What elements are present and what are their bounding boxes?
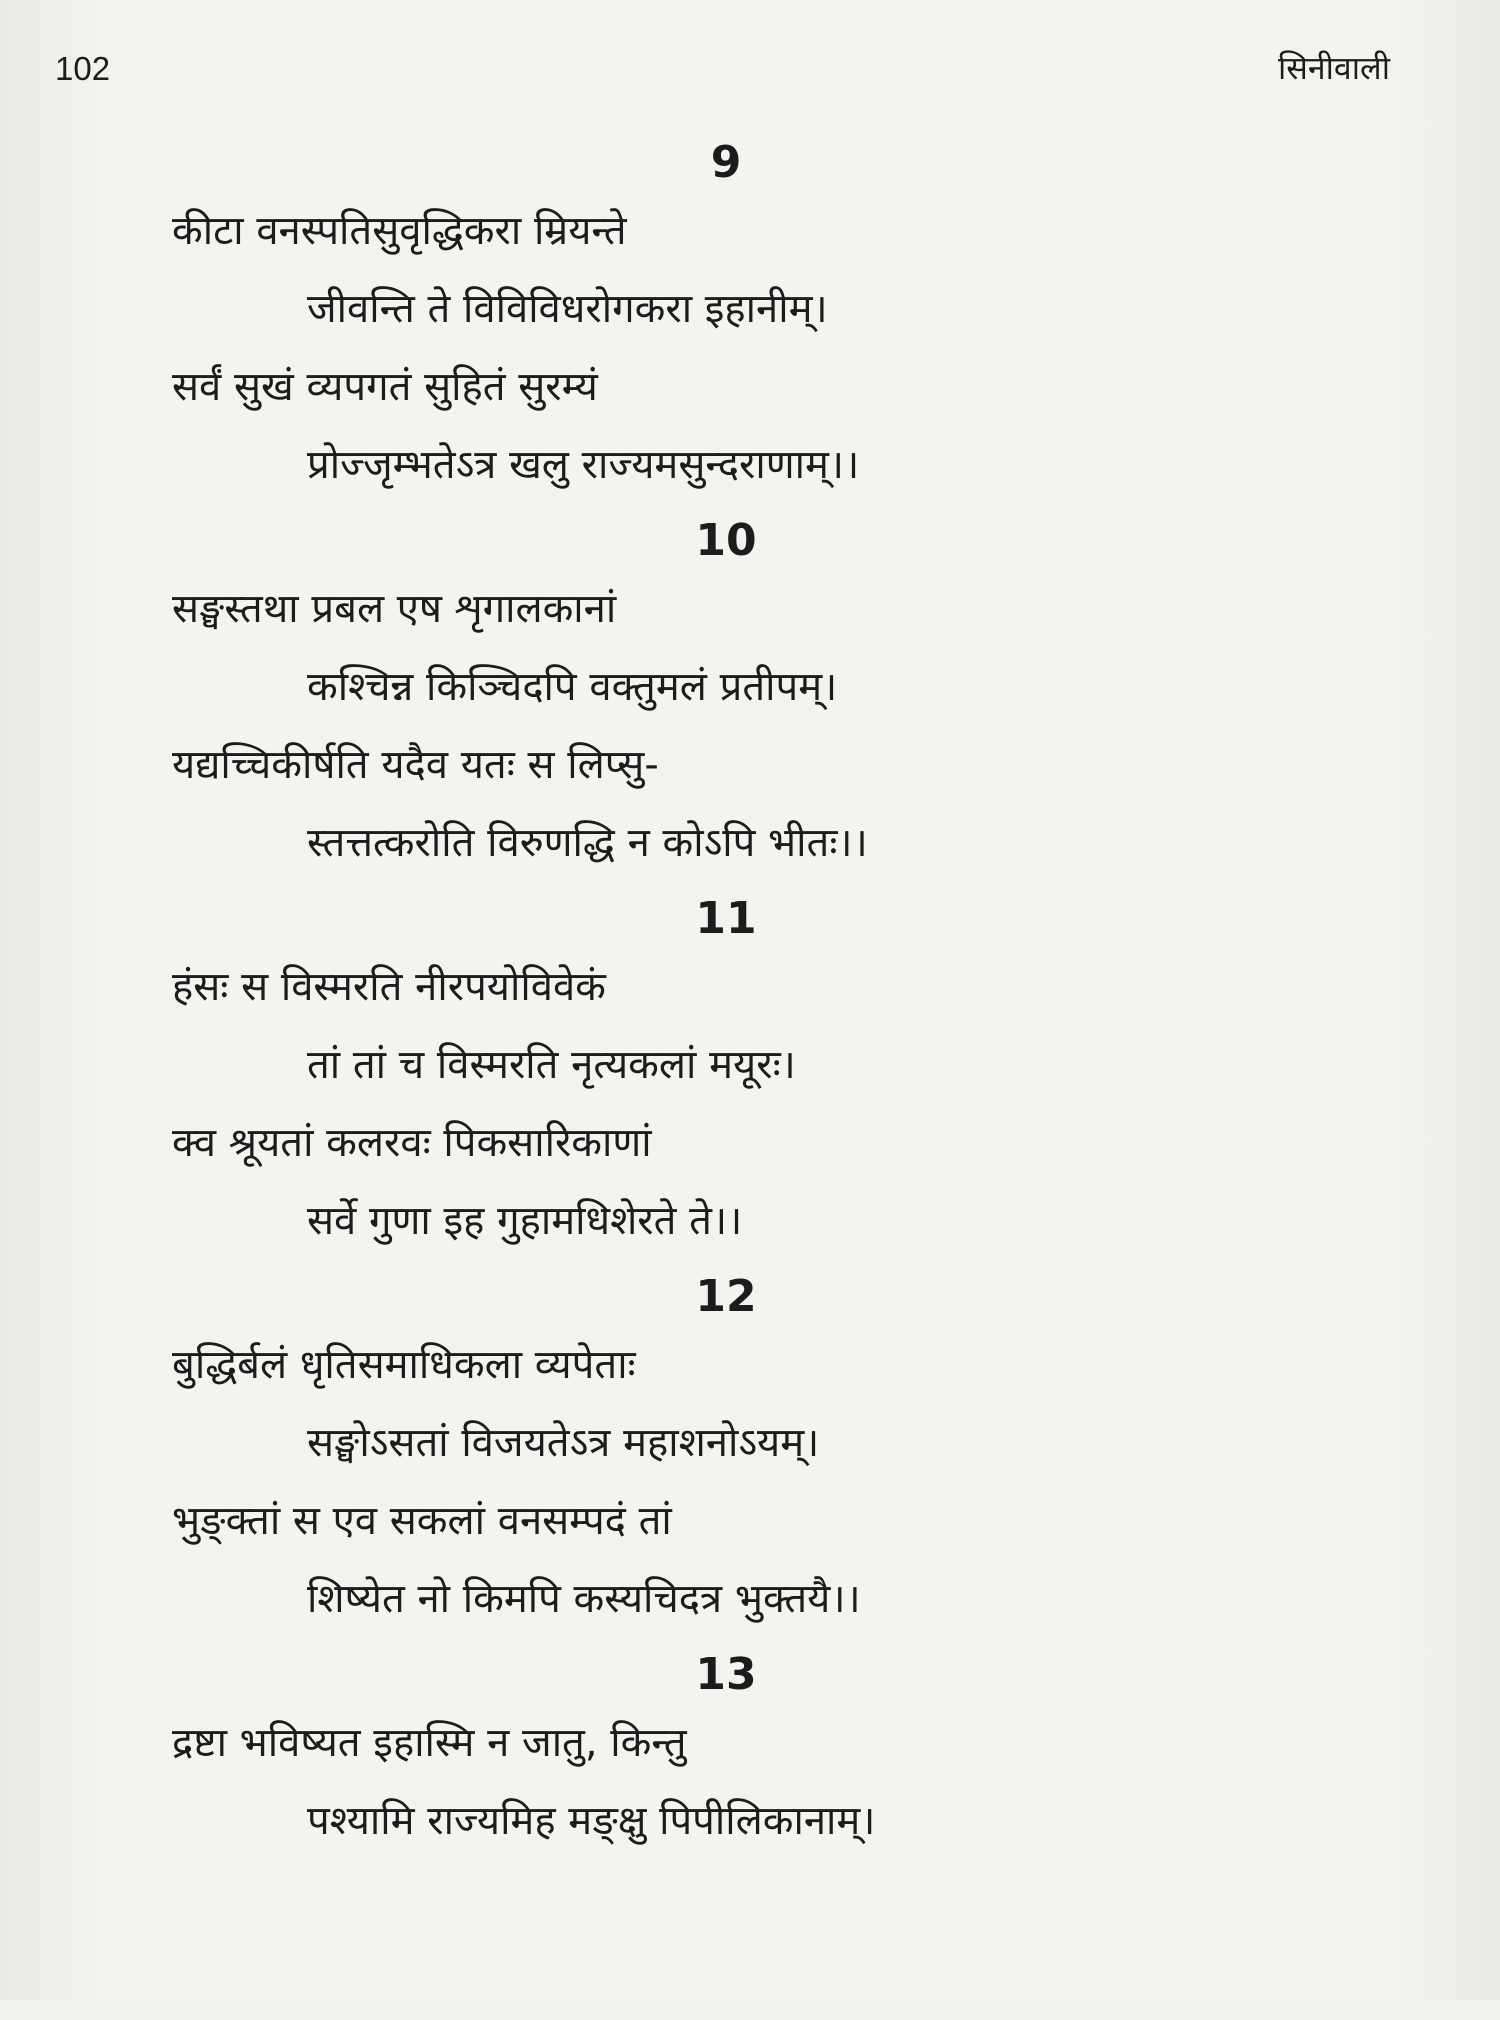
verse-line: द्रष्टा भविष्यत इहास्मि न जातु, किन्तु xyxy=(172,1720,687,1766)
stanza-number: 11 xyxy=(695,893,757,944)
stanza-11 xyxy=(172,886,1322,1264)
verse-line: भुङ्क्तां स एव सकलां वनसम्पदं तां xyxy=(172,1498,672,1544)
stanza-number: 10 xyxy=(695,515,757,566)
verse-line: क्व श्रूयतां कलरवः पिकसारिकाणां xyxy=(172,1120,652,1166)
stanza-13 xyxy=(172,1642,1322,2020)
verse-line: शिष्येत नो किमपि कस्यचिदत्र भुक्तयै।। xyxy=(307,1576,861,1622)
verse-line: सर्वे गुणा इह गुहामधिशेरते ते।। xyxy=(307,1198,743,1244)
verse-line: बुद्धिर्बलं धृतिसमाधिकला व्यपेताः xyxy=(172,1342,636,1388)
verse-line: प्रोज्जृम्भतेऽत्र खलु राज्यमसुन्दराणाम्।। xyxy=(307,442,860,488)
verse-line: कीटा वनस्पतिसुवृद्धिकरा म्रियन्ते xyxy=(172,208,627,254)
verse-line: सर्वं सुखं व्यपगतं सुहितं सुरम्यं xyxy=(172,364,598,410)
verse-line: यद्यच्चिकीर्षति यदैव यतः स लिप्सु- xyxy=(172,742,659,788)
verse-line: तां तां च विस्मरति नृत्यकलां मयूरः। xyxy=(307,1042,796,1088)
verse-body xyxy=(172,130,1322,2020)
verse-line: हंसः स विस्मरति नीरपयोविवेकं xyxy=(172,964,606,1010)
verse-line: कश्चिन्न किञ्चिदपि वक्तुमलं प्रतीपम्। xyxy=(307,664,838,710)
verse-line: स्तत्तत्करोति विरुणद्धि न कोऽपि भीतः।। xyxy=(307,820,868,866)
stanza-number: 13 xyxy=(695,1649,757,1700)
verse-line: सङ्घस्तथा प्रबल एष शृगालकानां xyxy=(172,586,617,632)
page-number: 102 xyxy=(55,50,111,87)
stanza-number: 12 xyxy=(695,1271,757,1322)
stanza-9 xyxy=(172,130,1322,508)
verse-line: पश्यामि राज्यमिह मङ्क्षु पिपीलिकानाम्। xyxy=(307,1798,876,1844)
stanza-10 xyxy=(172,508,1322,886)
stanza-12 xyxy=(172,1264,1322,1642)
running-head: सिनीवाली xyxy=(1277,49,1390,87)
verse-line: जीवन्ति ते विविविधरोगकरा इहानीम्। xyxy=(307,286,828,332)
page-header xyxy=(55,50,1390,100)
stanza-number: 9 xyxy=(710,137,742,188)
verse-line: सङ्घोऽसतां विजयतेऽत्र महाशनोऽयम्। xyxy=(307,1420,820,1466)
